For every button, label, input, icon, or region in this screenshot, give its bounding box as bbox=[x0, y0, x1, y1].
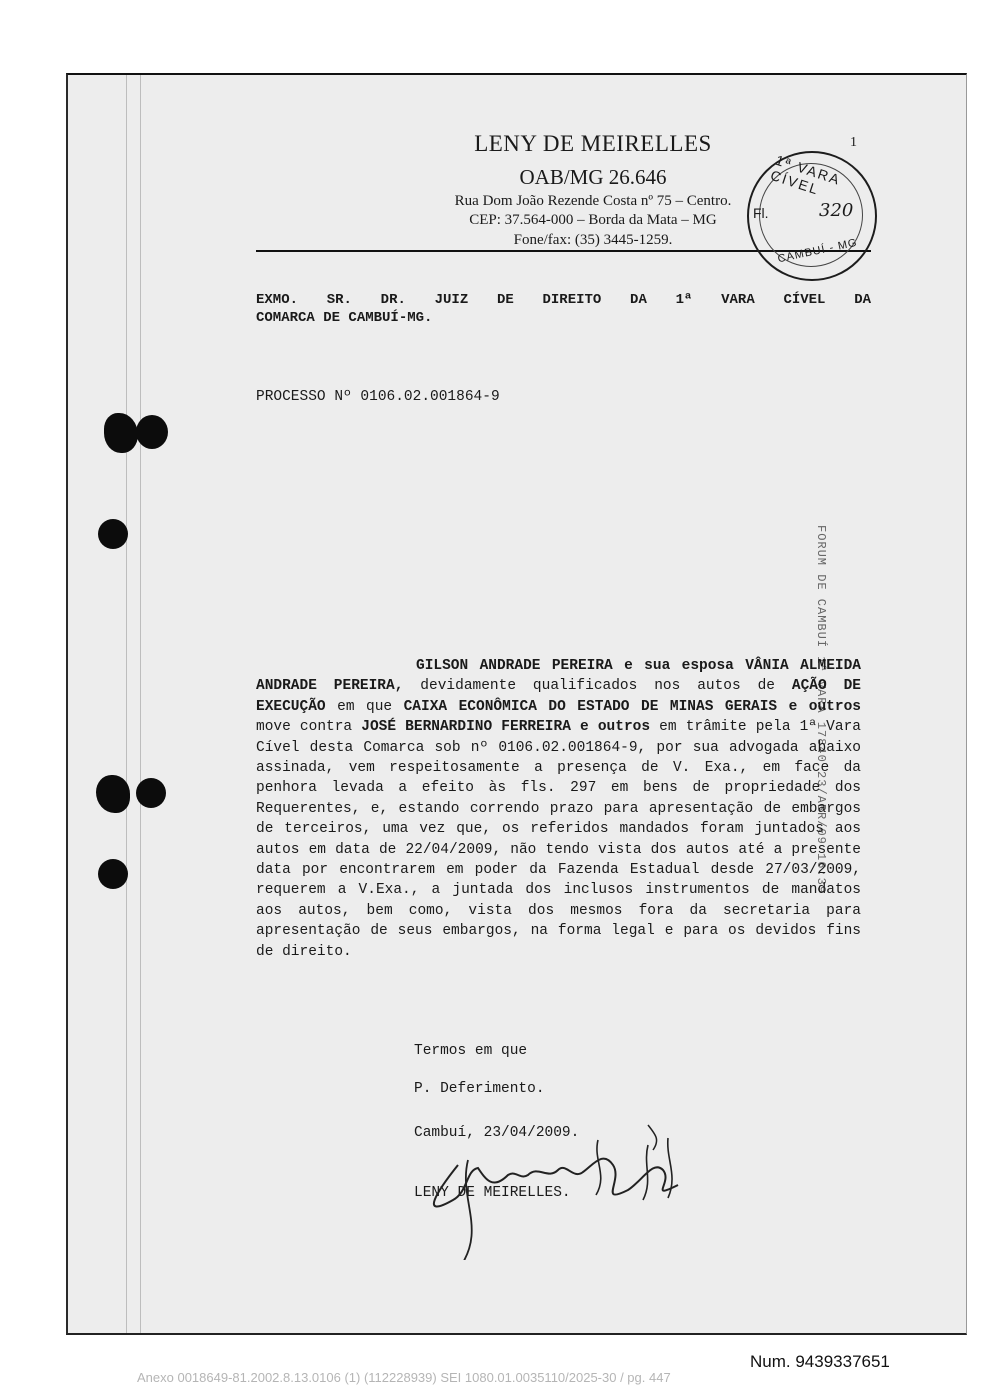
letterhead-phone: Fone/fax: (35) 3445-1259. bbox=[513, 232, 673, 248]
stamp-label: Fl. bbox=[753, 205, 769, 221]
closing-deferimento: P. Deferimento. bbox=[414, 1081, 545, 1097]
court-stamp bbox=[747, 151, 877, 281]
punch-hole bbox=[96, 775, 130, 813]
addressee-line-1: EXMO. SR. DR. JUIZ DE DIREITO DA 1ª VARA CÍVEL DA bbox=[256, 292, 871, 308]
letterhead-address: Rua Dom João Rezende Costa nº 75 – Centro. bbox=[454, 193, 732, 209]
closing-signer-name: LENY DE MEIRELLES. bbox=[414, 1185, 571, 1201]
scanned-page bbox=[66, 73, 967, 1335]
punch-hole bbox=[104, 413, 138, 453]
body-text-segment: em trâmite pela 1ª Vara Cível desta Comarca sob nº 0106.02.001864-9, por sua advogada abaixo assinada, vem respeitosamente a presença de V. Exa., em face da penhora levada a efeito às fls. 297 em bens de propriedade dos Requerentes, e, estando correndo prazo para apresentação de embargos de terceiros, uma vez que, os referidos mandados foram juntados aos autos em data de 22/04/2009, não tendo vista dos autos até a presente data por encontrarem em poder da Fazenda Estadual desde 27/03/2009, requerem a V.Exa., a juntada dos inclusos instrumentos de mandatos aos autos, bem como, vista dos mesmos fora da secretaria para apresentação de seus embargos, na forma legal e para os devidos fins de direito. bbox=[256, 719, 861, 960]
stamp-city: CAMBUÍ - MG bbox=[776, 236, 859, 266]
body-text-segment: move contra bbox=[256, 719, 362, 736]
fold-line bbox=[140, 75, 141, 1333]
body-text-segment: devidamente qualificados nos autos de bbox=[403, 678, 792, 695]
punch-hole bbox=[136, 415, 168, 449]
punch-hole bbox=[98, 519, 128, 549]
letterhead-cep: CEP: 37.564-000 – Borda da Mata – MG bbox=[469, 212, 717, 228]
parties-plaintiffs: GILSON ANDRADE PEREIRA e sua esposa VÂNIA ALMEIDA ANDRADE PEREIRA, bbox=[256, 658, 861, 695]
closing-place-date: Cambuí, 23/04/2009. bbox=[414, 1125, 580, 1141]
stamp-folio-number: 320 bbox=[819, 200, 854, 221]
punch-hole bbox=[136, 778, 166, 808]
letterhead-oab: OAB/MG 26.646 bbox=[519, 165, 667, 189]
creditor-name: CAIXA ECONÔMICA DO ESTADO DE MINAS GERAIS e outros bbox=[403, 698, 861, 715]
document-number: Num. 9439337651 bbox=[750, 1352, 890, 1371]
page-number: 1 bbox=[850, 135, 857, 150]
handwritten-signature bbox=[398, 1120, 688, 1260]
closing-termos: Termos em que bbox=[414, 1043, 528, 1059]
punch-hole bbox=[98, 859, 128, 889]
stamp-court: 1ª VARA CÍVEL bbox=[768, 151, 843, 198]
body-text-segment: em que bbox=[325, 698, 404, 715]
protocol-stamp: FORUM DE CAMBUÍ 1ª VARA 17840 23/ABR/09 16:39 bbox=[814, 525, 828, 895]
defendant-name: JOSÉ BERNARDINO FERREIRA e outros bbox=[361, 719, 651, 736]
addressee-line-2: COMARCA DE CAMBUÍ-MG. bbox=[256, 310, 433, 326]
fold-line bbox=[126, 75, 127, 1333]
action-type: AÇÃO DE EXECUÇÃO bbox=[256, 678, 861, 715]
letterhead-name: LENY DE MEIRELLES bbox=[474, 131, 712, 156]
process-number: PROCESSO Nº 0106.02.001864-9 bbox=[256, 389, 500, 405]
petition-body bbox=[256, 656, 861, 962]
document-reference: Anexo 0018649-81.2002.8.13.0106 (1) (112228939) SEI 1080.01.0035110/2025-30 / pg. 447 bbox=[137, 1370, 671, 1385]
